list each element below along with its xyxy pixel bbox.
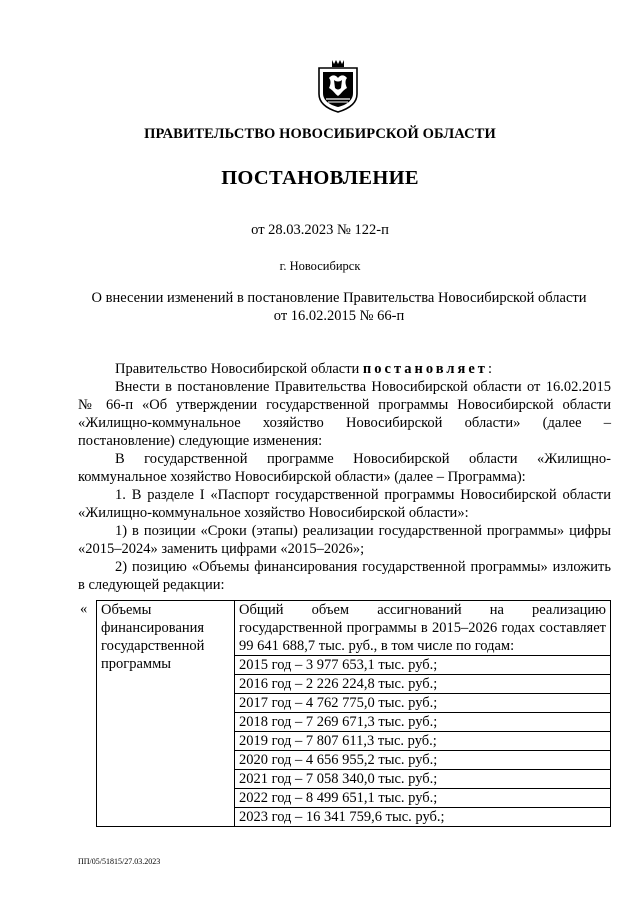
financing-value-cell [235,601,611,827]
year-row: 2020 год – 4 656 955,2 тыс. руб.; [235,750,610,769]
document-city: г. Новосибирск [279,259,361,273]
year-row: 2022 год – 8 499 651,1 тыс. руб.; [235,788,610,807]
coat-of-arms-icon [316,58,360,113]
body-paragraph-2: В государственной программе Новосибирской области «Жилищно-коммунальное хозяйство Новосибирской области» (далее – Программа): [78,451,611,485]
year-row: 2023 год – 16 341 759,6 тыс. руб.; [235,807,610,826]
body-paragraph-1: Внести в постановление Правительства Новосибирской области от 16.02.2015 № 66-п «Об утверждении государственной программы Новосибирской области «Жилищно-коммунальное хозяйство Новосибирской области» (далее – постановление) следующие изменения: [78,379,611,449]
document-body [78,360,611,594]
body-paragraph-4: 1) в позиции «Сроки (этапы) реализации государственной программы» цифры «2015–2024» заменить цифрами «2015–2026»; [78,523,611,557]
decree-prefix: Правительство Новосибирской области [115,361,363,377]
subject-line-1: О внесении изменений в постановление Правительства Новосибирской области [91,290,587,306]
decree-word: постановляет [362,361,488,377]
financing-label-cell: Объемы финансирования государственной программы [97,601,235,827]
year-row: 2017 год – 4 762 775,0 тыс. руб.; [235,693,610,712]
financing-table [96,600,611,827]
year-row: 2015 год – 3 977 653,1 тыс. руб.; [235,655,610,674]
decree-suffix: : [487,361,492,377]
financing-intro: Общий объем ассигнований на реализацию государственной программы в 2015–2026 годах составляет 99 641 688,7 тыс. руб., в том числе по годам: [239,602,606,654]
body-paragraph-5: 2) позицию «Объемы финансирования государственной программы» изложить в следующей редакции: [78,559,611,593]
body-paragraph-3: 1. В разделе I «Паспорт государственной программы Новосибирской области «Жилищно-коммунальное хозяйство Новосибирской области»: [78,487,611,521]
year-row: 2019 год – 7 807 611,3 тыс. руб.; [235,731,610,750]
decree-paragraph [78,360,611,378]
document-date-number: от 28.03.2023 № 122-п [251,222,389,238]
government-title: ПРАВИТЕЛЬСТВО НОВОСИБИРСКОЙ ОБЛАСТИ [144,126,496,142]
opening-quote: « [80,601,88,617]
year-row: 2016 год – 2 226 224,8 тыс. руб.; [235,674,610,693]
table-row [97,601,611,827]
document-type: ПОСТАНОВЛЕНИЕ [221,167,419,189]
subject-line-2: от 16.02.2015 № 66-п [273,308,405,324]
document-subject [78,289,600,325]
year-row: 2018 год – 7 269 671,3 тыс. руб.; [235,712,610,731]
year-row: 2021 год – 7 058 340,0 тыс. руб.; [235,769,610,788]
document-code: ПП/05/51815/27.03.2023 [78,857,161,866]
